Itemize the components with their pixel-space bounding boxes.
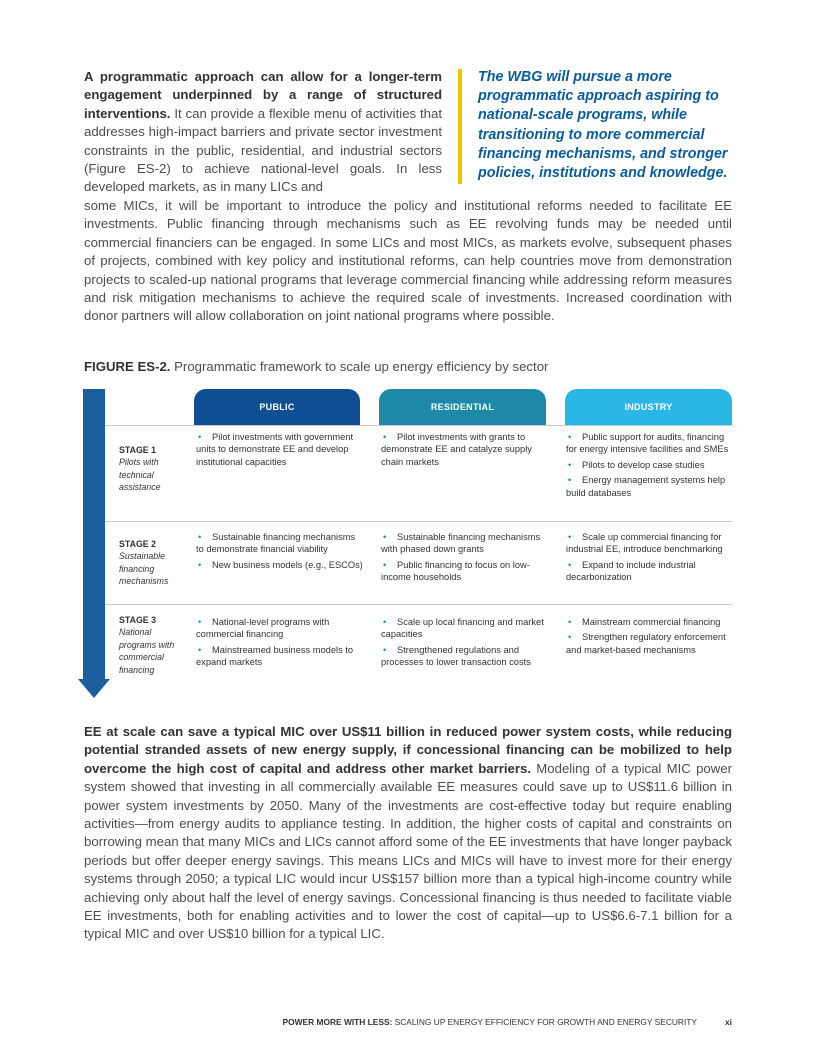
bullet-icon: • [383,644,387,655]
bullet-icon: • [198,617,202,627]
stage-2-industry-cell [566,531,734,587]
stage-description: National programs with commercial financing [119,627,175,675]
figure-label: FIGURE ES-2. [84,359,171,374]
row-divider [105,521,732,522]
column-header-residential: RESIDENTIAL [379,389,546,425]
item-text: Pilot investments with grants to demonstrate EE and catalyze supply chain markets [381,432,532,467]
list-item [566,616,734,628]
bullet-icon: • [568,459,572,470]
row-divider [105,425,732,426]
intro-lead: A programmatic approach can allow for a longer-term engagement underpinned by a range of structured interventions. [84,69,442,121]
item-text: Public support for audits, financing for energy intensive facilities and SMEs [566,432,729,455]
item-text: Mainstream commercial financing [582,617,721,627]
bullet-icon: • [198,432,202,442]
list-item [381,531,549,556]
stage-3-label [119,614,189,676]
item-text: National-level programs with commercial financing [196,617,330,640]
list-item [196,616,364,641]
stage-1-public-cell [196,431,364,471]
bullet-icon: • [568,632,572,643]
stage-1-industry-cell [566,431,734,502]
bullet-icon: • [568,532,572,542]
list-item [196,431,364,468]
savings-lead: EE at scale can save a typical MIC over US$11 billion in reduced power system costs, while reducing potential stranded assets of new energy supply, if concessional financing can be mobilized to help overcome the high cost of capital and address other market barriers. [84,724,732,776]
bullet-icon: • [383,432,387,442]
list-item [196,531,364,556]
bullet-icon: • [198,532,202,542]
item-text: Strengthen regulatory enforcement and market-based mechanisms [566,632,726,655]
list-item [566,559,734,584]
figure-caption [84,359,734,374]
list-item [381,431,549,468]
item-text: Scale up local financing and market capacities [381,617,544,640]
savings-text: Modeling of a typical MIC power system showed that investing in all commercially available EE measures could save up to US$11.6 billion in power system investments by 2050. Many of the investments are cost-effective today but require enabling activities—from energy audits to appliance testing. In addition, the higher costs of capital and constraints on borrowing mean that many MICs and LICs cannot afford some of the EE investments that have longer payback periods but offer deeper energy savings. This means LICs and MICs will have to invest more for their energy systems through 2050; a typical LIC would incur US$157 billion more than a typical high-income country while achieving only about half the level of energy savings. Concessional financing is thus needed to facilitate viable EE investments, both for enabling activities and to lower the cost of capital—up to US$6.6-7.1 billion for a typical MIC and over US$10 billion for a typical LIC. [84,760,732,942]
stage-progression-arrow [83,389,105,681]
stage-2-label [119,538,189,588]
stage-1-residential-cell [381,431,549,471]
stage-2-residential-cell [381,531,549,587]
intro-paragraph [84,68,442,197]
stage-name: STAGE 1 [119,445,156,455]
item-text: New business models (e.g., ESCOs) [212,559,363,570]
stage-1-label [119,444,189,494]
figure-title: Programmatic framework to scale up energy efficiency by sector [170,359,549,374]
column-header-industry: INDUSTRY [565,389,732,425]
column-header-public: PUBLIC [194,389,360,425]
footer-title-bold: POWER MORE WITH LESS: [282,1017,393,1027]
stage-3-residential-cell [381,616,549,672]
stage-description: Sustainable financing mechanisms [119,551,169,587]
bullet-icon: • [568,559,572,570]
bullet-icon: • [568,617,572,627]
item-text: Pilot investments with government units to demonstrate EE and develop institutional capacities [196,432,354,467]
list-item [566,431,734,456]
savings-paragraph [84,723,732,944]
item-text: Expand to include industrial decarbonization [566,559,696,583]
callout-accent-bar [458,69,462,184]
stage-name: STAGE 2 [119,539,156,549]
arrow-down-icon [78,679,110,698]
page-footer [250,1017,732,1027]
callout-quote: The WBG will pursue a more programmatic approach aspiring to national-scale programs, while transitioning to more commercial financing mechanisms, and stronger policies, institutions and knowledge. [478,69,728,182]
list-item [196,644,364,669]
bullet-icon: • [568,475,572,486]
page-number: xi [725,1017,732,1027]
item-text: Mainstreamed business models to expand markets [196,644,354,668]
list-item [196,559,364,571]
bullet-icon: • [383,532,387,542]
intro-paragraph-continued: some MICs, it will be important to introduce the policy and institutional reforms needed to facilitate EE investments. Public financing through mechanisms such as EE revolving funds may be needed until commercial financiers can be engaged. In some LICs and most MICs, as markets evolve, subsequent phases of projects, combined with key policy and institutional reforms, can help countries move from demonstration projects to scaled-up national programs that leverage commercial financing while addressing reform measures and risk mitigation mechanisms to achieve the required scale of investments. Increased coordination with donor partners will allow collaboration on joint national programs where possible. [84,198,732,324]
footer-title: SCALING UP ENERGY EFFICIENCY FOR GROWTH AND ENERGY SECURITY [392,1017,697,1027]
row-divider [105,604,732,605]
item-text: Strengthened regulations and processes to lower transaction costs [381,644,531,668]
item-text: Scale up commercial financing for industrial EE, introduce benchmarking [566,532,723,555]
stage-3-industry-cell [566,616,734,659]
list-item [381,559,549,584]
stage-2-public-cell [196,531,364,574]
list-item [566,631,734,656]
item-text: Sustainable financing mechanisms with phased down grants [381,532,541,555]
intro-text: It can provide a flexible menu of activities that addresses high-impact barriers and private sector investment constraints in the public, residential, and industrial sectors (Figure ES-2) to achieve national-level goals. In less developed markets, as in many LICs and [84,105,442,195]
bullet-icon: • [568,432,572,442]
list-item [566,474,734,499]
list-item [566,459,734,471]
list-item [381,616,549,641]
list-item [566,531,734,556]
stage-3-public-cell [196,616,364,672]
stage-description: Pilots with technical assistance [119,457,161,493]
item-text: Public financing to focus on low-income households [381,559,530,583]
stage-name: STAGE 3 [119,615,156,625]
bullet-icon: • [383,617,387,627]
list-item [381,644,549,669]
bullet-icon: • [198,644,202,655]
item-text: Energy management systems help build databases [566,475,726,498]
item-text: Sustainable financing mechanisms to demonstrate financial viability [196,532,356,555]
bullet-icon: • [383,559,387,570]
bullet-icon: • [198,559,202,570]
item-text: Pilots to develop case studies [582,459,705,470]
